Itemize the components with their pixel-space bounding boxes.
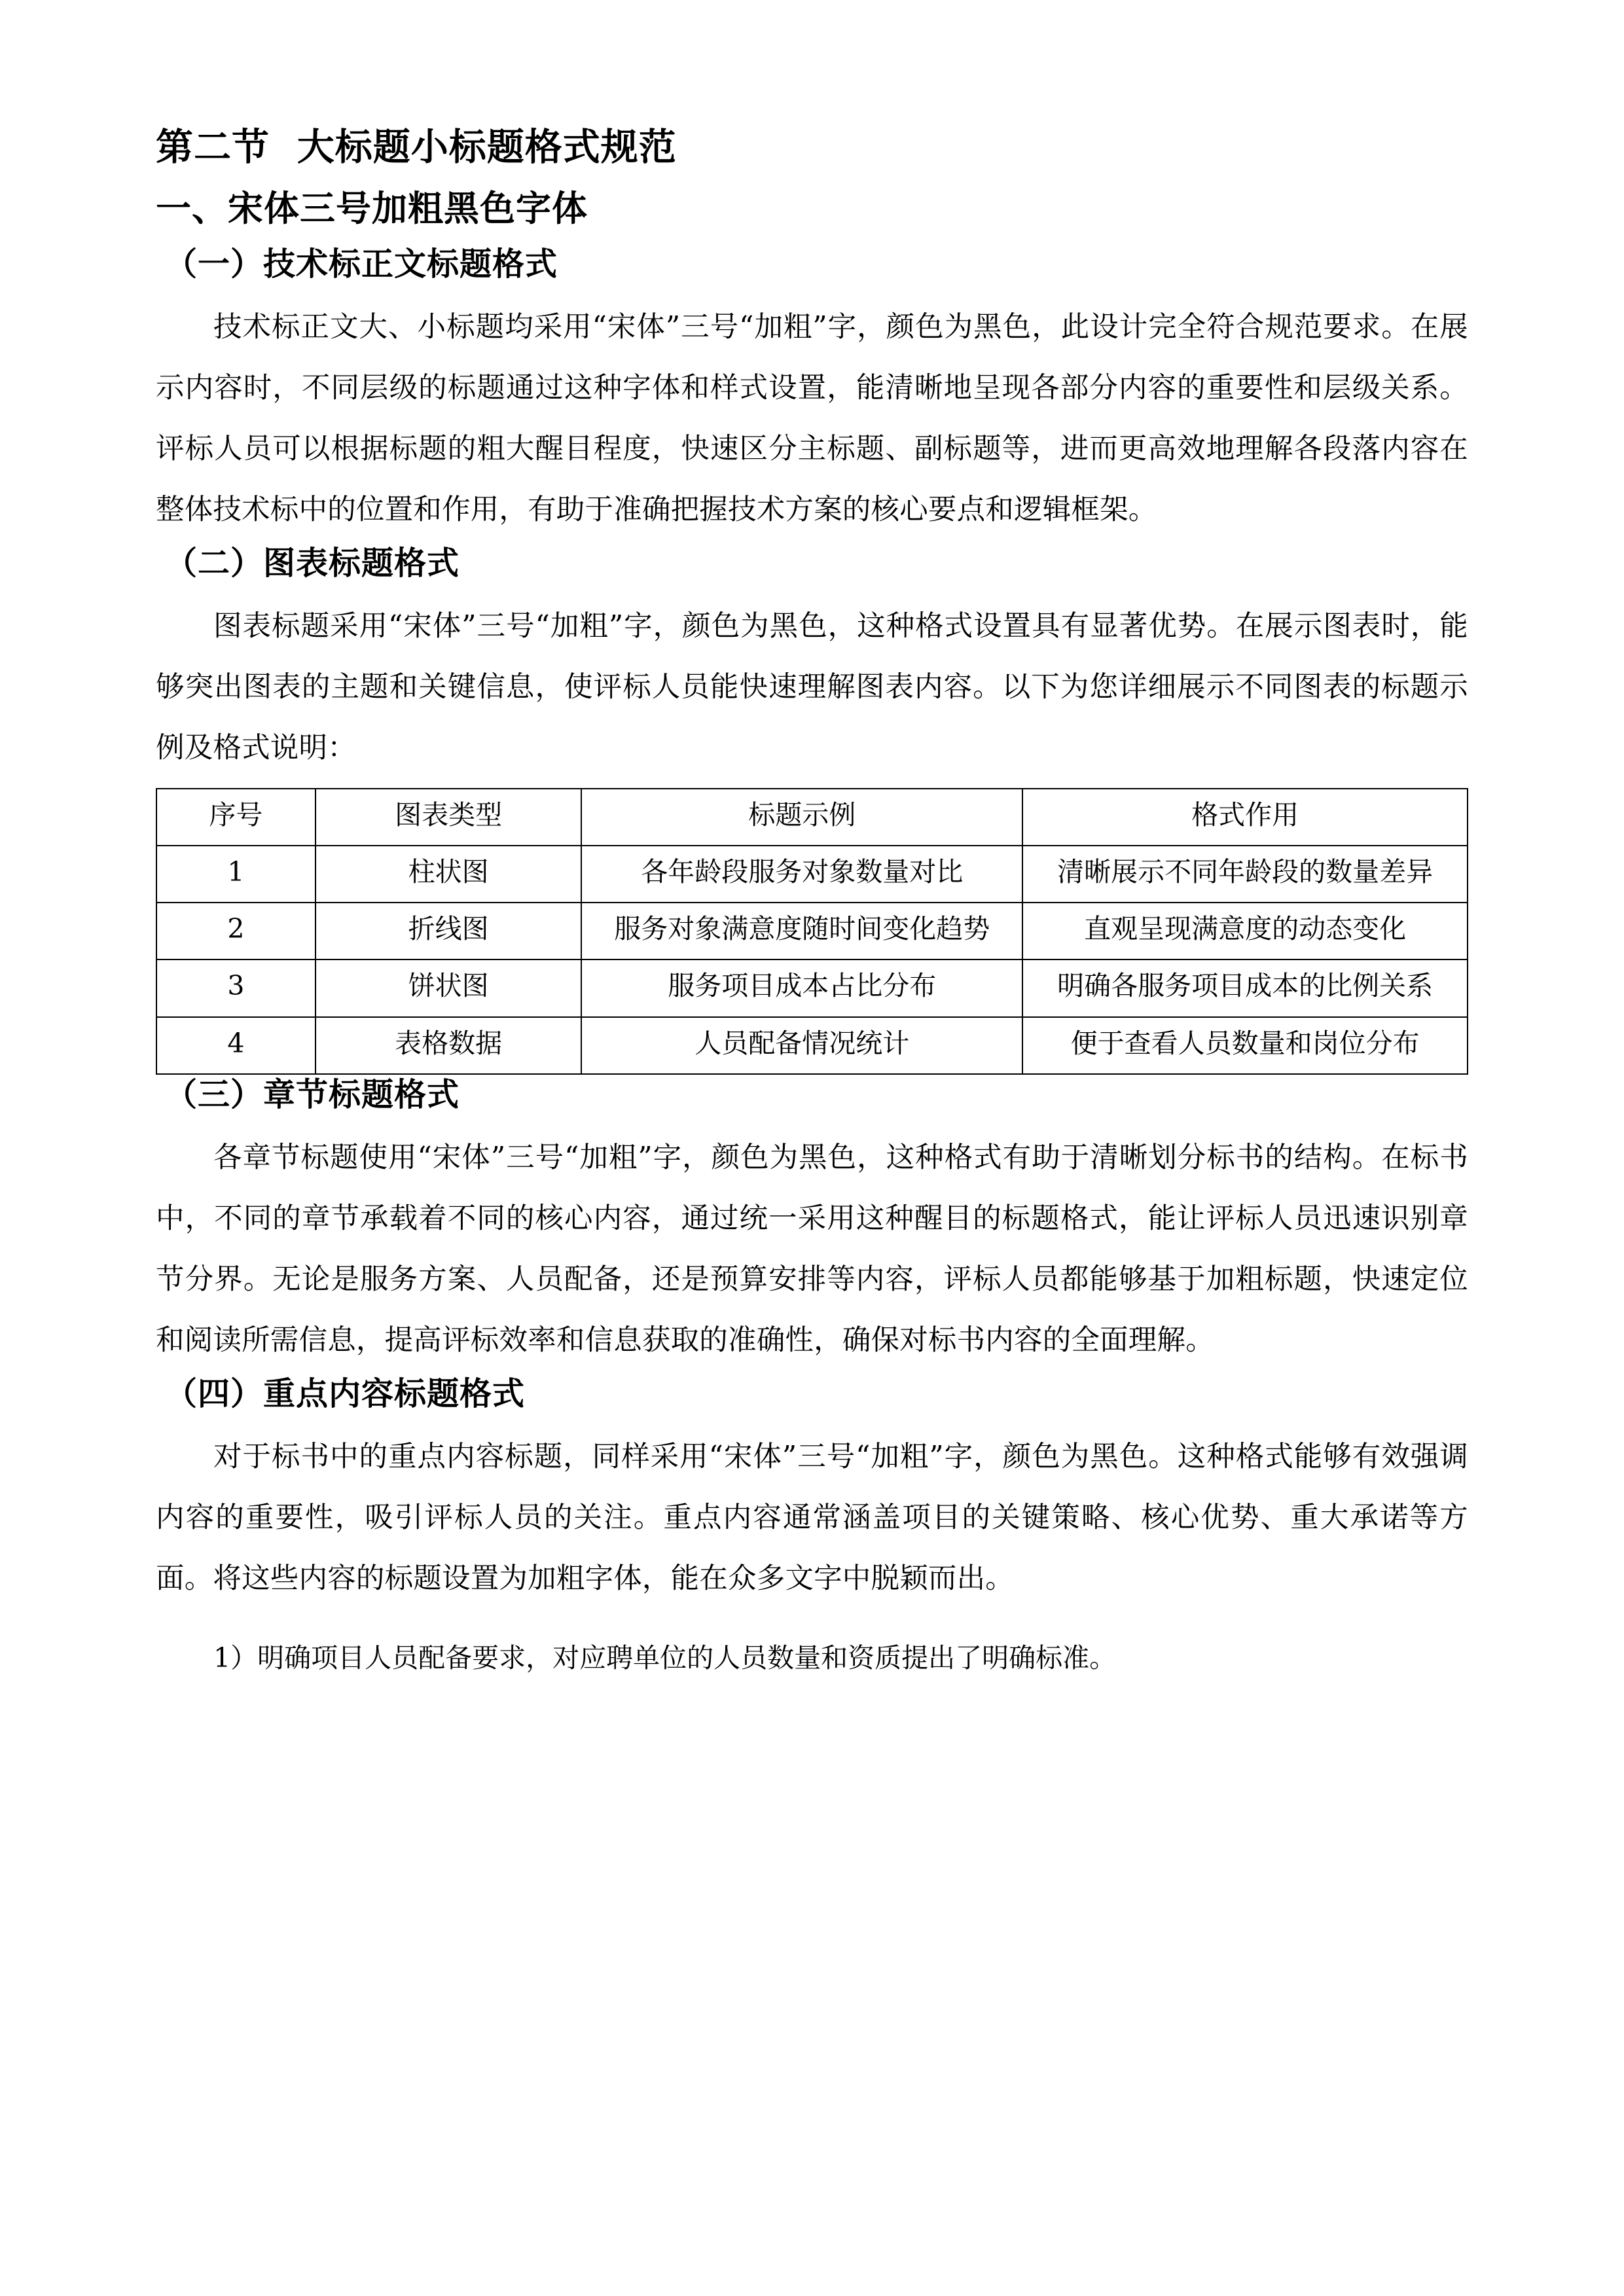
table-cell-title-example: 服务项目成本占比分布 [581,960,1022,1016]
table-cell-title-example: 各年龄段服务对象数量对比 [581,846,1022,903]
block-heading-1: （一）技术标正文标题格式 [165,245,558,283]
table-row [156,846,1468,903]
table-cell-chart-type: 柱状图 [316,846,582,903]
subsection-heading: 一、宋体三号加粗黑色字体 [156,187,588,229]
list-item: 1）明确项目人员配备要求，对应聘单位的人员数量和资质提出了明确标准。 [213,1641,1117,1674]
table-header-cell: 格式作用 [1022,789,1468,846]
block-paragraph-1: 技术标正文大、小标题均采用“宋体”三号“加粗”字，颜色为黑色，此设计完全符合规范要求。在展示内容时，不同层级的标题通过这种字体和样式设置，能清晰地呈现各部分内容的重要性和层级关系。评标人员可以根据标题的粗大醒目程度，快速区分主标题、副标题等，进而更高效地理解各段落内容在整体技术标中的位置和作用，有助于准确把握技术方案的核心要点和逻辑框架。 [156,311,1468,526]
table-header-cell: 序号 [156,789,316,846]
table-header-cell: 标题示例 [581,789,1022,846]
chart-title-format-table [156,788,1468,1075]
table-cell-index: 3 [156,960,316,1016]
table-header-cell: 图表类型 [316,789,582,846]
block-paragraph-4: 对于标书中的重点内容标题，同样采用“宋体”三号“加粗”字，颜色为黑色。这种格式能够有效强调内容的重要性，吸引评标人员的关注。重点内容通常涵盖项目的关键策略、核心优势、重大承诺等方面。将这些内容的标题设置为加粗字体，能在众多文字中脱颖而出。 [156,1440,1468,1595]
table-cell-title-example: 服务对象满意度随时间变化趋势 [581,903,1022,960]
table-cell-index: 2 [156,903,316,960]
block-heading-4: （四）重点内容标题格式 [165,1374,526,1412]
table-cell-index: 4 [156,1017,316,1074]
table-cell-chart-type: 饼状图 [316,960,582,1016]
table-row [156,1017,1468,1074]
block-paragraph-2: 图表标题采用“宋体”三号“加粗”字，颜色为黑色，这种格式设置具有显著优势。在展示图表时，能够突出图表的主题和关键信息，使评标人员能快速理解图表内容。以下为您详细展示不同图表的标题示例及格式说明： [156,610,1468,764]
table-cell-chart-type: 表格数据 [316,1017,582,1074]
block-paragraph-3: 各章节标题使用“宋体”三号“加粗”字，颜色为黑色，这种格式有助于清晰划分标书的结构。在标书中，不同的章节承载着不同的核心内容，通过统一采用这种醒目的标题格式，能让评标人员迅速识别章节分界。无论是服务方案、人员配备，还是预算安排等内容，评标人员都能够基于加粗标题，快速定位和阅读所需信息，提高评标效率和信息获取的准确性，确保对标书内容的全面理解。 [156,1141,1468,1357]
table-header-row [156,789,1468,846]
table-row [156,903,1468,960]
table-cell-format-purpose: 明确各服务项目成本的比例关系 [1022,960,1468,1016]
table-cell-format-purpose: 直观呈现满意度的动态变化 [1022,903,1468,960]
table-cell-format-purpose: 便于查看人员数量和岗位分布 [1022,1017,1468,1074]
table-cell-format-purpose: 清晰展示不同年龄段的数量差异 [1022,846,1468,903]
section-heading: 第二节 大标题小标题格式规范 [156,125,677,169]
block-heading-3: （三）章节标题格式 [165,1075,460,1113]
table-row [156,960,1468,1016]
table-cell-chart-type: 折线图 [316,903,582,960]
block-heading-2: （二）图表标题格式 [165,544,460,582]
table-cell-title-example: 人员配备情况统计 [581,1017,1022,1074]
table-cell-index: 1 [156,846,316,903]
